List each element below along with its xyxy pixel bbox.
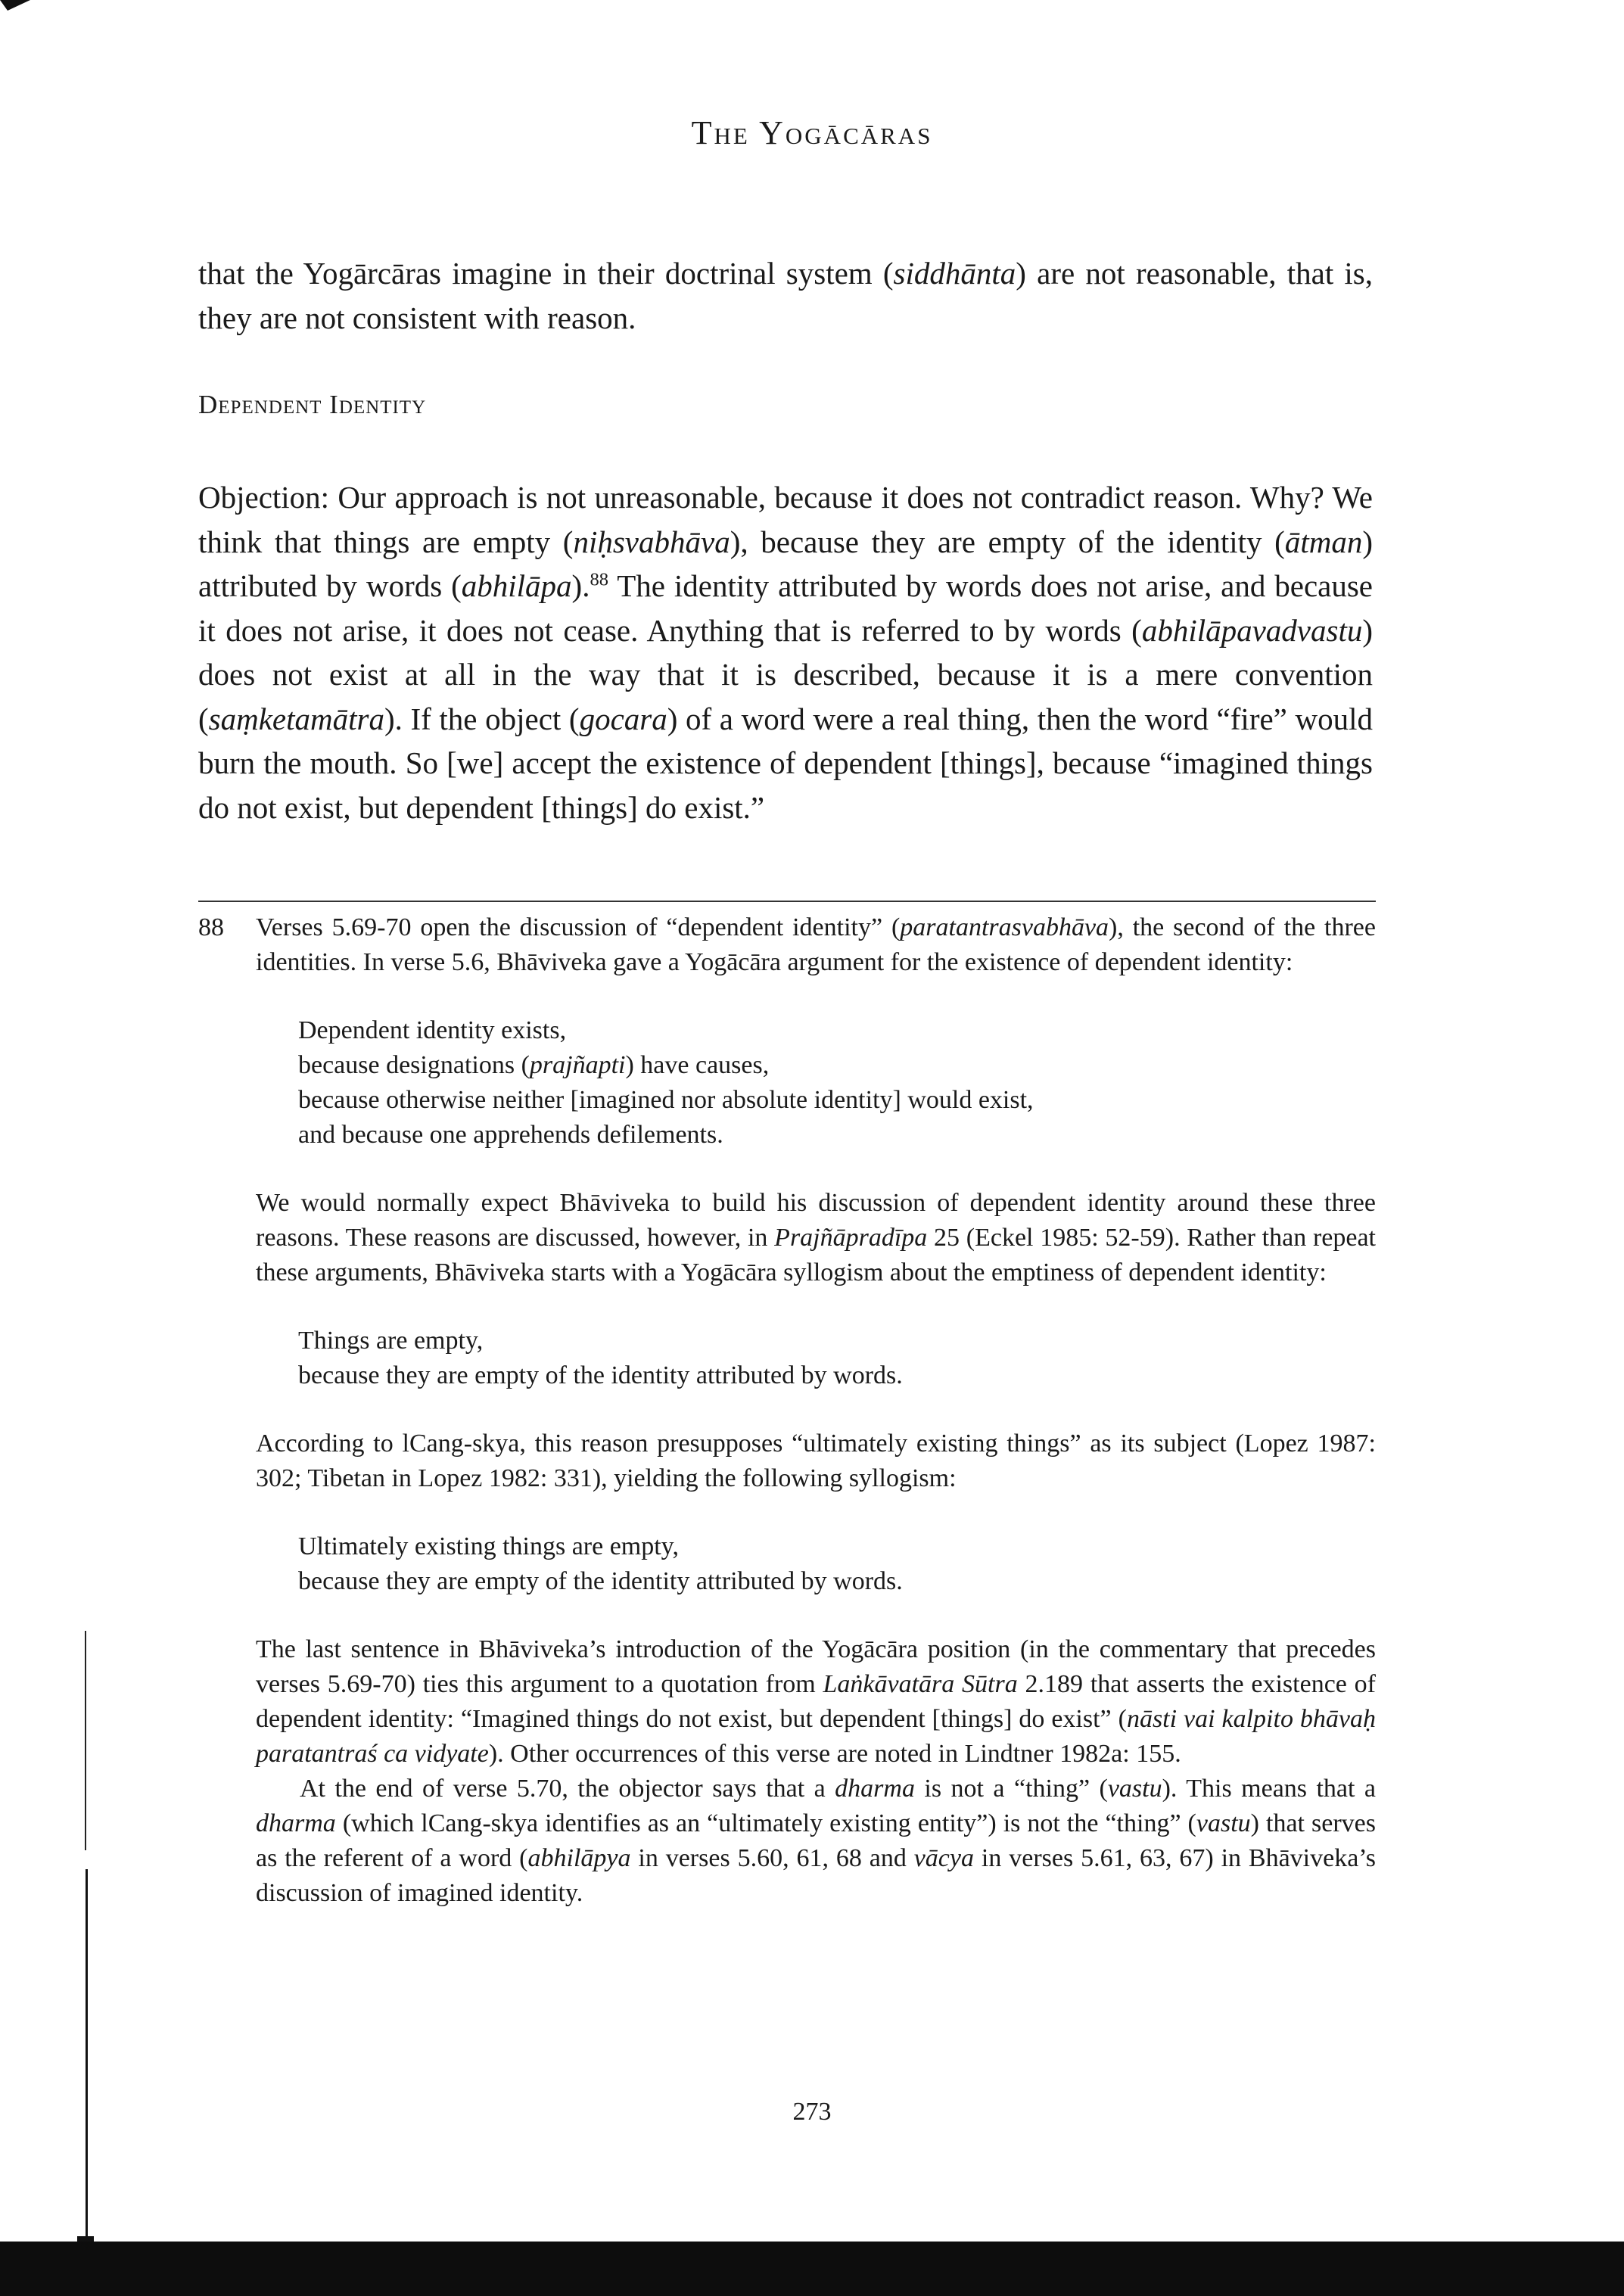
work-title: Prajñāpradīpa bbox=[774, 1224, 928, 1252]
syllogism-quote bbox=[298, 1324, 1376, 1393]
text-span: We would normally expect Bhāviveka to build his discussion of dependent identity around these three reasons. These reasons are discussed, however, in bbox=[256, 1189, 1376, 1252]
syllogism-quote bbox=[298, 1529, 1376, 1599]
sanskrit-term: vastu bbox=[1107, 1775, 1162, 1803]
text-span: ) are not reasonable, bbox=[1016, 256, 1277, 291]
text-span: in verses 5.61, 63, 67) in Bhāviveka’s discussion of imagined identity. bbox=[256, 1844, 1376, 1907]
footnote-paragraph bbox=[256, 1772, 1376, 1911]
binding-edge bbox=[85, 1631, 86, 1850]
footnote-paragraph bbox=[256, 1186, 1376, 1290]
quote-line: Things are empty, bbox=[298, 1327, 484, 1355]
footnote-reference[interactable]: 88 bbox=[590, 569, 609, 590]
sanskrit-term: vācya bbox=[913, 1844, 974, 1872]
text-span: ) of a word were a real thing, then the word “fire” would burn the mouth. So [we] accept the existence of dependent [things], because “imagined things do not exist, but dependent [things] do exist.” bbox=[198, 701, 1373, 825]
text-span: that is, they are not consistent with reason. bbox=[198, 256, 1374, 335]
sanskrit-term: abhilāpavadvastu bbox=[1141, 612, 1363, 648]
sanskrit-term: ātman bbox=[1284, 524, 1363, 559]
footnote-paragraph: According to lCang-skya, this reason presupposes “ultimately existing things” as its subject (Lopez 1987: 302; Tibetan in Lopez 1982: 331), yielding the following syllogism: bbox=[256, 1430, 1376, 1492]
text-span: is not a “thing” ( bbox=[914, 1775, 1108, 1803]
text-span: because designations ( bbox=[298, 1051, 530, 1079]
footnote-88 bbox=[198, 910, 1376, 1911]
text-span: At the end of verse 5.70, the objector says that a bbox=[300, 1775, 835, 1803]
text-span: ). This means that a bbox=[1162, 1775, 1376, 1803]
sanskrit-term: vastu bbox=[1196, 1809, 1251, 1837]
text-span: ), the second of the three identities. In verse 5.6, Bhāviveka gave a Yogācāra argument for the existence of dependent identity: bbox=[256, 913, 1376, 976]
text-span: ). Other occurrences of this verse are noted in Lindtner 1982a: 155. bbox=[488, 1740, 1181, 1768]
scan-corner-mark bbox=[0, 0, 30, 11]
text-span: ) attributed by words ( bbox=[198, 524, 1373, 603]
section-heading: Dependent Identity bbox=[198, 390, 427, 419]
text-span: in verses 5.60, 61, 68 and bbox=[630, 1844, 914, 1872]
footnote-number: 88 bbox=[198, 913, 224, 941]
text-span: ), because they are empty of the identity ( bbox=[730, 524, 1285, 559]
work-title: Laṅkāvatāra Sūtra bbox=[823, 1670, 1018, 1698]
running-head: The Yogācāras bbox=[691, 114, 933, 151]
text-span: (which lCang-skya identifies as an “ultimately existing entity”) is not the “thing” ( bbox=[335, 1809, 1196, 1837]
text-span: ). bbox=[571, 568, 590, 603]
sanskrit-term: gocara bbox=[579, 701, 667, 736]
sanskrit-term: prajñapti bbox=[529, 1051, 626, 1079]
footnote-paragraph bbox=[256, 1632, 1376, 1772]
page-number: 273 bbox=[792, 2098, 832, 2126]
sanskrit-term: abhilāpya bbox=[527, 1844, 631, 1872]
text-span: ) does not exist at all in the way that it is described, because it is a mere convention ( bbox=[198, 612, 1373, 736]
quote-line: because otherwise neither [imagined nor absolute identity] would exist, bbox=[298, 1086, 1034, 1114]
quote-line: Ultimately existing things are empty, bbox=[298, 1532, 679, 1560]
scan-bottom-band bbox=[0, 2242, 1624, 2296]
footnote-rule bbox=[198, 901, 1376, 902]
text-span: The identity attributed by words does not arise, and because it does not arise, it does not cease. Anything that is referred to by words ( bbox=[198, 568, 1373, 648]
sanskrit-term: saṃketamātra bbox=[208, 701, 384, 736]
sanskrit-term: dharma bbox=[256, 1809, 336, 1837]
sanskrit-term: niḥsvabhāva bbox=[573, 524, 730, 559]
footnote-paragraph bbox=[256, 910, 1376, 980]
binding-edge bbox=[86, 1869, 88, 2263]
quote-line: because they are empty of the identity attributed by words. bbox=[298, 1361, 903, 1389]
text-span: ) have causes, bbox=[625, 1051, 770, 1079]
syllogism-quote bbox=[298, 1013, 1376, 1153]
sanskrit-term: abhilāpa bbox=[461, 568, 572, 603]
sanskrit-term: dharma bbox=[835, 1775, 915, 1803]
text-span: ) that serves as the referent of a word ( bbox=[256, 1809, 1377, 1872]
objection-paragraph bbox=[198, 475, 1373, 829]
quote-line: because they are empty of the identity attributed by words. bbox=[298, 1567, 903, 1595]
sanskrit-quote: nāsti vai kalpito bhāvaḥ paratantraś ca vidyate bbox=[256, 1705, 1377, 1768]
sanskrit-term: siddhānta bbox=[893, 256, 1016, 291]
quote-line bbox=[298, 1048, 1376, 1083]
text-span: Verses 5.69-70 open the discussion of “dependent identity” ( bbox=[256, 913, 901, 941]
text-span: Objection: Our approach is not unreasonable, because it does not contradict reason. Why? We think that things are empty ( bbox=[198, 480, 1373, 559]
text-span: The last sentence in Bhāviveka’s introduction of the Yogācāra position (in the commentary that precedes verses 5.69-70) ties this argument to a quotation from bbox=[256, 1635, 1376, 1698]
sanskrit-term: paratantrasvabhāva bbox=[900, 913, 1109, 941]
paragraph-continuation bbox=[198, 251, 1373, 340]
text-span: 25 (Eckel 1985: 52-59). Rather than repeat these arguments, Bhāviveka starts with a Yogācāra syllogism about the emptiness of dependent identity: bbox=[256, 1224, 1377, 1286]
text-span: that the Yogārcāras imagine in their doctrinal system ( bbox=[198, 256, 894, 291]
quote-line: Dependent identity exists, bbox=[298, 1016, 567, 1044]
text-span: ). If the object ( bbox=[384, 701, 580, 736]
quote-line: and because one apprehends defilements. bbox=[298, 1121, 723, 1149]
text-span: 2.189 that asserts the existence of dependent identity: “Imagined things do not exist, but dependent [things] do exist” ( bbox=[256, 1670, 1376, 1733]
footnote-body bbox=[256, 910, 1376, 1911]
